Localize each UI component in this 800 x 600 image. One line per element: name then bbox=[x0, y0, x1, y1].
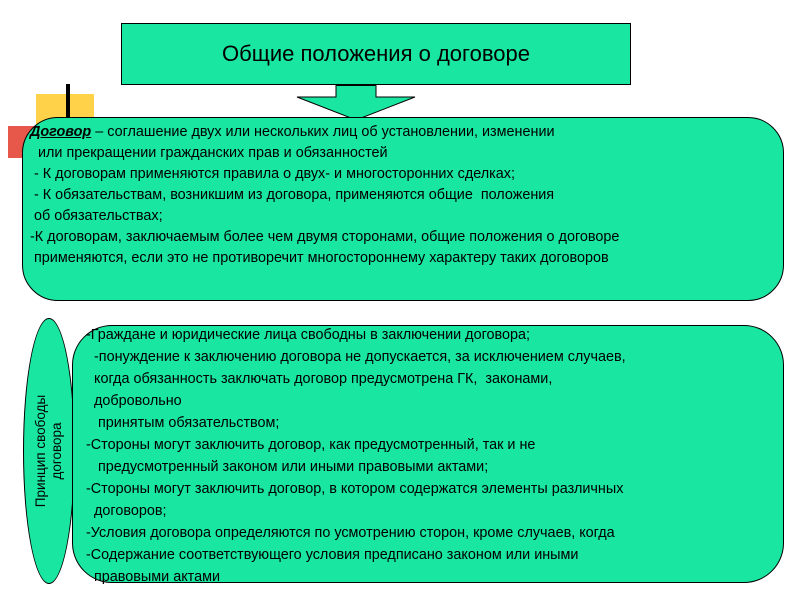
freedom-line: правовыми актами bbox=[86, 569, 221, 585]
definition-line-1-rest: – соглашение двух или нескольких лиц об установлении, изменении bbox=[91, 124, 555, 140]
principle-label-line-2: договора bbox=[49, 422, 64, 480]
definition-line: - К обязательствам, возникшим из договора, применяются общие положения bbox=[30, 187, 555, 203]
freedom-line: принятым обязательством; bbox=[86, 415, 280, 431]
definition-line: или прекращении гражданских прав и обязанностей bbox=[30, 145, 388, 161]
definition-line: применяются, если это не противоречит многостороннему характеру таких договоров bbox=[30, 250, 609, 266]
freedom-line: -Содержание соответствующего условия предписано законом или иными bbox=[86, 547, 579, 563]
definition-text bbox=[30, 122, 780, 269]
freedom-line: -Стороны могут заключить договор, в котором содержатся элементы различных bbox=[86, 481, 624, 497]
freedom-line: предусмотренный законом или иными правовыми актами; bbox=[86, 459, 489, 475]
down-arrow-icon bbox=[296, 85, 416, 121]
definition-line-1 bbox=[30, 122, 780, 143]
freedom-text bbox=[86, 324, 776, 588]
freedom-line: когда обязанность заключать договор предусмотрена ГК, законами, bbox=[86, 371, 553, 387]
term-dogovor: Договор bbox=[30, 124, 92, 140]
definition-line: об обязательствах; bbox=[30, 208, 163, 224]
freedom-line: -понуждение к заключению договора не допускается, за исключением случаев, bbox=[86, 349, 626, 365]
slide-title: Общие положения о договоре bbox=[222, 41, 530, 66]
freedom-line: договоров; bbox=[86, 503, 167, 519]
freedom-line: -Граждане и юридические лица свободны в заключении договора; bbox=[86, 327, 531, 343]
freedom-line: -Условия договора определяются по усмотрению сторон, кроме случаев, когда bbox=[86, 525, 615, 541]
definition-line: - К договорам применяются правила о двух- и многосторонних сделках; bbox=[30, 166, 515, 182]
title-box bbox=[121, 23, 631, 85]
principle-label-line-1: Принцип свободы bbox=[33, 394, 48, 508]
principle-label bbox=[33, 331, 65, 571]
definition-line: -К договорам, заключаемым более чем двумя сторонами, общие положения о договоре bbox=[30, 229, 620, 245]
freedom-line: -Стороны могут заключить договор, как предусмотренный, так и не bbox=[86, 437, 536, 453]
freedom-line: добровольно bbox=[86, 393, 182, 409]
